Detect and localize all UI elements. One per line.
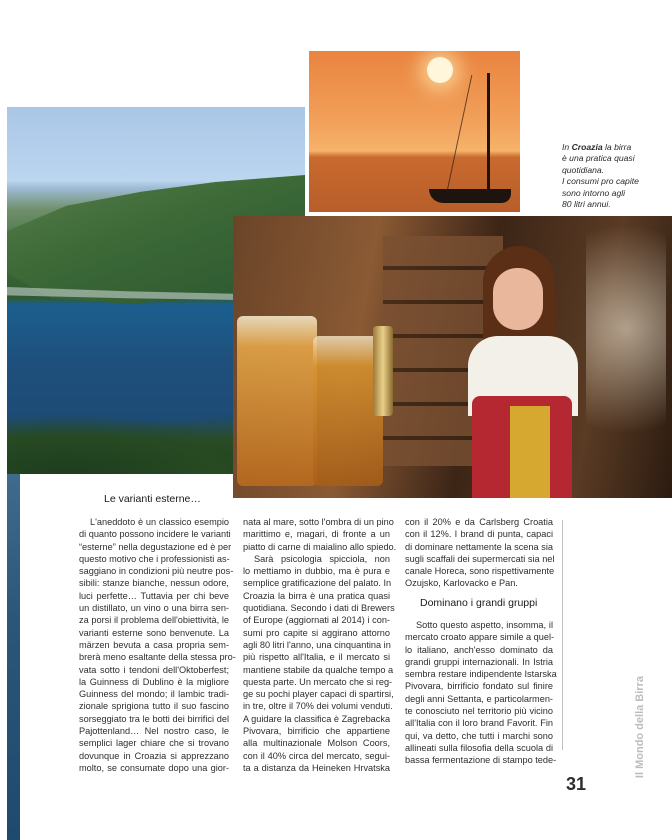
caption-line: 80 litri annui. [562, 199, 611, 210]
text-line: degli anni Settanta, e particolarmen- [405, 693, 553, 704]
text-line: saggiano in condizioni più neutre pos- [79, 566, 234, 577]
text-line: ta a distanza da Heineken Hrvatska [243, 762, 390, 773]
photo-caption [562, 142, 667, 210]
caption-line: è una pratica quasi [562, 153, 635, 164]
text-line: za porsi il problema dell'obiettività, le [79, 615, 229, 626]
text-line: “esterne” nella degustazione ed è per [79, 541, 232, 552]
text-line: con il 40% circa del mercato, segui- [243, 750, 390, 761]
section-heading-grandi-gruppi: Dominano i grandi gruppi [420, 597, 538, 609]
text-column-1 [79, 516, 236, 774]
text-line: all'Italia con il loro brand Favorit. Fin [405, 718, 553, 729]
text-line: con il 20% e da Carlsberg Croatia [405, 517, 553, 527]
text-line: nata al mare, sotto l'ombra di un pino [243, 517, 394, 527]
text-line: la Guinness di Dublino è la migliore [79, 676, 229, 687]
section-heading-varianti: Le varianti esterne… [104, 493, 201, 505]
page-number: 31 [566, 774, 587, 794]
text-line: of Europe (aggiornati al 2014) i con- [243, 615, 390, 626]
text-line: varianti esterne sono benvenute. La [79, 627, 229, 638]
text-line: bassa fermentazione di stampo tede- [405, 755, 557, 766]
photo-sea-strip [7, 474, 20, 840]
text-line: allineati sulla filosofia della scuola di [405, 742, 553, 753]
caption-line: I consumi pro capite [562, 176, 639, 187]
text-line: un distillato, un vino o una birra sen- [79, 603, 229, 614]
text-line: Pajottenland… Nel nostro caso, le [79, 726, 229, 737]
text-line: Pivovara, birrificio che appartiene [243, 726, 390, 737]
text-line: vata sotto i tendoni dell'Oktoberfest; [79, 664, 229, 675]
text-line: A guidare la classifica è Zagrebacka [243, 713, 391, 724]
text-line: märzen bevuta a casa propria sem- [79, 639, 229, 650]
caption-line: In Croazia la birra [562, 142, 632, 152]
column-divider [562, 520, 563, 750]
photo-bartender-pouring-beer [233, 216, 672, 498]
text-line: canale Horeca, sono rispettivamente [405, 566, 555, 577]
text-line: lo mettiamo in dubbio, ma è pura e [243, 566, 390, 577]
text-column-2 [243, 516, 397, 774]
text-line: in tre, oltre il 70% dei volumi venduti. [243, 701, 393, 712]
text-line: più rispetto all'Italia, e il mercato si [243, 652, 390, 663]
text-line: sumi pro capite si aggirano attorno [243, 627, 390, 638]
text-column-3-bottom [405, 619, 557, 767]
text-line: qui, va detto, che tutti i marchi sono [405, 730, 553, 741]
text-line: alla multinazionale Molson Coors, [243, 738, 390, 749]
text-line: mercato croato appare simile a quel- [405, 632, 555, 643]
text-line: semplice gratificazione del palato. In [243, 578, 392, 589]
text-line: sorseggiato tra le botti dei birrifici del [79, 713, 229, 724]
text-line: grandi gruppi internazionali. In Istria [405, 656, 553, 667]
photo-sailboat-sunset [309, 51, 520, 212]
text-line: questo motivo che i professionisti as- [79, 553, 230, 564]
text-line: ge su pochi player capaci di spartirsi, [243, 689, 394, 700]
text-line: sibili: stanze bianche, nessun odore, [79, 578, 229, 589]
text-line: di quanto possono incidere le varianti [79, 529, 231, 540]
text-line: Sarà psicologia spicciola, non [254, 553, 390, 564]
text-line: molto, se consumate dopo una gior- [79, 762, 229, 773]
text-line: quotidiana. Secondo i dati di Brewers [243, 603, 395, 614]
text-line: L'aneddoto è un classico esempio [90, 517, 229, 527]
caption-line: quotidiana. [562, 164, 605, 175]
text-line: di dominare nettamente la scena sia [405, 541, 553, 552]
text-line: semplici lager chiare che si trovano [79, 738, 229, 749]
text-line: Ozujsko, Karlovacko e Pan. [405, 578, 518, 589]
text-line: sembra restare indipendente Istarska [405, 669, 557, 680]
text-line: Guinness del mondo; il lambic tradi- [79, 689, 229, 700]
text-line: mantiene stabile da qualche tempo a [243, 664, 394, 675]
text-line: Sotto questo aspetto, insomma, il [416, 620, 553, 630]
text-line: agli 80 litri l'anno, una cinquantina in [243, 639, 391, 650]
text-line: sugli scaffali dei supermercati sia nel [405, 553, 555, 564]
magazine-name: Il Mondo della Birra [634, 676, 646, 779]
text-line: te conosciuto nel territorio più vicino [405, 706, 553, 717]
text-line: Croazia la birra è una pratica quasi [243, 590, 390, 601]
text-line: marittimo e, magari, di fronte a un [243, 529, 390, 540]
text-line: Pivovara, birrificio fondato sul finire [405, 681, 553, 692]
text-line: con il 12%. I brand di punta, capaci [405, 529, 553, 540]
text-line: questa parte. Un mercato che si reg- [243, 676, 393, 687]
text-line: piatto di carne di maialino allo spiedo. [243, 541, 397, 552]
caption-line: sono intorno agli [562, 187, 626, 198]
text-line: dovunque in Croazia si apprezzano [79, 750, 229, 761]
text-line: brerà meno esaltante della stessa pro- [79, 652, 236, 663]
text-line: luci perfette… Tuttavia per chi beve [79, 590, 229, 601]
text-line: zionale sprigiona tutto il suo fascino [79, 701, 229, 712]
text-line: lo italiano, anch'esso dominato da [405, 644, 553, 655]
text-column-3-top [405, 516, 553, 590]
